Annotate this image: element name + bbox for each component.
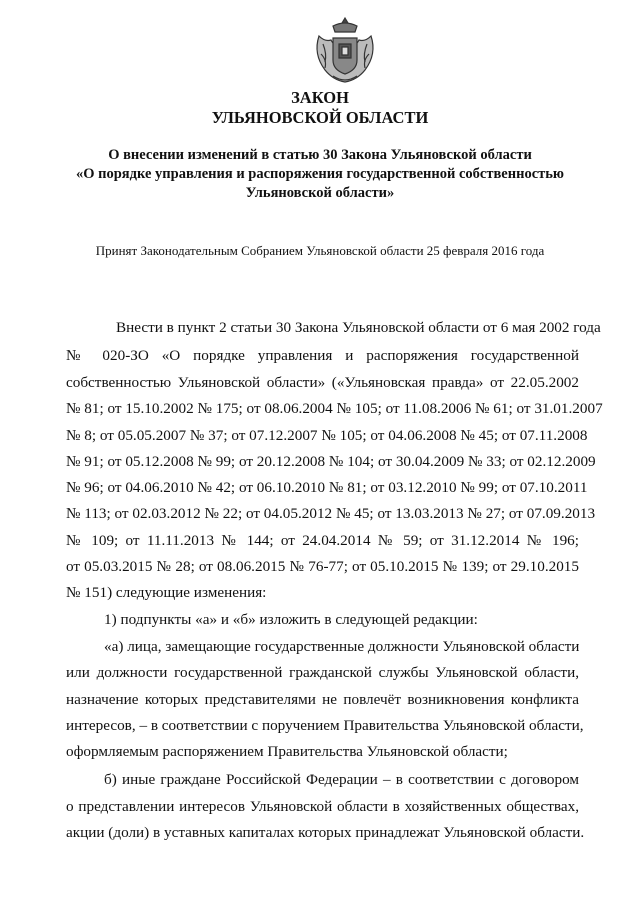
- adoption-note: Принят Законодательным Собранием Ульяновской области 25 февраля 2016 года: [95, 243, 545, 258]
- body-line: № 020-ЗО «О порядке управления и распоряжения государственной: [66, 347, 579, 364]
- body-line: № 96; от 04.06.2010 № 42; от 06.10.2010 № 81; от 03.12.2010 № 99; от 07.10.2011: [66, 479, 588, 496]
- body-line: № 113; от 02.03.2012 № 22; от 04.05.2012 № 45; от 13.03.2013 № 27; от 07.09.2013: [66, 505, 596, 522]
- body-line: оформляемым распоряжением Правительства Ульяновской области;: [66, 743, 508, 760]
- body-line: собственностью Ульяновской области» («Ульяновская правда» от 22.05.2002: [66, 374, 579, 391]
- body-line: от 05.03.2015 № 28; от 08.06.2015 № 76-77; от 05.10.2015 № 139; от 29.10.2015: [66, 558, 579, 575]
- law-title-line2: УЛЬЯНОВСКОЙ ОБЛАСТИ: [211, 108, 429, 127]
- law-title-line1: ЗАКОН: [291, 88, 349, 107]
- body-line: № 91; от 05.12.2008 № 99; от 20.12.2008 № 104; от 30.04.2009 № 33; от 02.12.2009: [66, 453, 596, 470]
- body-line: № 109; от 11.11.2013 № 144; от 24.04.2014 № 59; от 31.12.2014 № 196;: [66, 532, 579, 549]
- law-title: [0, 88, 640, 128]
- body-line: № 81; от 15.10.2002 № 175; от 08.06.2004 № 105; от 11.08.2006 № 61; от 31.01.2007: [66, 400, 603, 417]
- body-line: № 8; от 05.05.2007 № 37; от 07.12.2007 № 105; от 04.06.2008 № 45; от 07.11.2008: [66, 427, 588, 444]
- body-line: о представлении интересов Ульяновской области в хозяйственных обществах,: [66, 798, 579, 815]
- subtitle-line3: Ульяновской области»: [245, 185, 395, 201]
- body-line: Внести в пункт 2 статьи 30 Закона Ульяновской области от 6 мая 2002 года: [116, 319, 601, 336]
- law-subtitle: [0, 146, 640, 203]
- body-line: № 151) следующие изменения:: [66, 584, 267, 601]
- body-line: «а) лица, замещающие государственные должности Ульяновской области: [104, 638, 580, 655]
- amendment-item-1: 1) подпункты «а» и «б» изложить в следующей редакции:: [104, 611, 478, 628]
- body-line: назначение которых представителями не повлечёт возникновения конфликта: [66, 691, 579, 708]
- body-line: или должности государственной гражданской службы Ульяновской области,: [66, 664, 579, 681]
- coat-of-arms-emblem: [311, 14, 379, 86]
- body-line: б) иные граждане Российской Федерации – в соответствии с договором: [104, 771, 579, 788]
- body-line: акции (доли) в уставных капиталах которых принадлежат Ульяновской области.: [66, 824, 585, 841]
- subtitle-line2: «О порядке управления и распоряжения государственной собственностью: [75, 166, 565, 182]
- subtitle-line1: О внесении изменений в статью 30 Закона Ульяновской области: [108, 147, 532, 163]
- body-line: интересов, – в соответствии с поручением Правительства Ульяновской области,: [66, 717, 584, 734]
